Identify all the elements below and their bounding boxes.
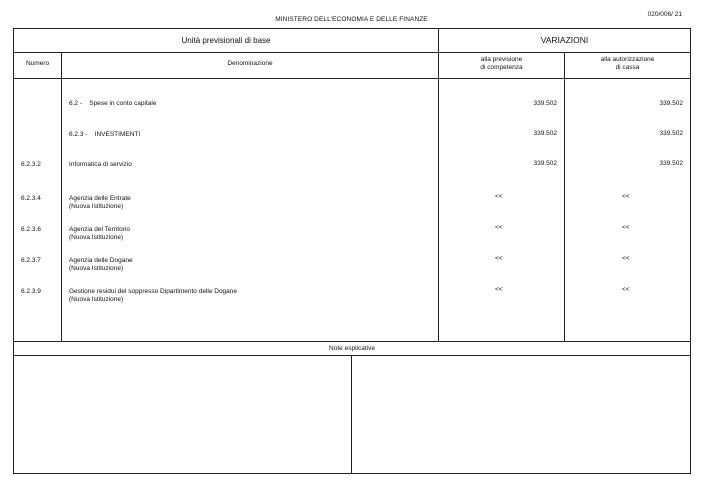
row-cassa: << bbox=[622, 255, 630, 262]
row-cassa: << bbox=[622, 286, 630, 293]
row-denominazione: INVESTIMENTI bbox=[94, 131, 141, 138]
row-cassa: 339.502 bbox=[659, 130, 683, 137]
row-denominazione: Agenzia delle Dogane bbox=[69, 257, 133, 264]
rule-body-end bbox=[14, 341, 690, 342]
col-header-cassa bbox=[565, 56, 690, 72]
row-cassa: << bbox=[622, 193, 630, 200]
row-competenza: << bbox=[495, 224, 503, 231]
group-header-upb: Unità previsionali di base bbox=[181, 36, 271, 45]
row-competenza: << bbox=[495, 193, 503, 200]
table-row bbox=[69, 195, 131, 211]
row-numero: 6.2.3.6 bbox=[21, 226, 41, 233]
col-header-denominazione: Denominazione bbox=[227, 60, 273, 67]
row-cassa: << bbox=[622, 224, 630, 231]
table-row bbox=[69, 131, 140, 139]
col-header-numero: Numero bbox=[25, 60, 50, 67]
row-numero: 6.2.3.9 bbox=[21, 288, 41, 295]
row-competenza: << bbox=[495, 286, 503, 293]
table-row bbox=[69, 288, 237, 304]
rule-col-numero bbox=[61, 52, 62, 341]
ministry-header: MINISTERO DELL'ECONOMIA E DELLE FINANZE bbox=[275, 16, 428, 23]
col-header-cassa-line1: alla autorizzazione bbox=[600, 56, 655, 63]
col-header-competenza-line1: alla previsione bbox=[480, 56, 523, 63]
row-sub: (Nuova Istituzione) bbox=[69, 203, 124, 210]
rule-col-cassa bbox=[564, 52, 565, 341]
row-numero: 6.2.3.7 bbox=[21, 257, 41, 264]
rule-notes-split bbox=[351, 355, 352, 473]
col-header-competenza bbox=[439, 56, 564, 72]
row-denominazione: Gestione residui del soppresso Dipartimento delle Dogane bbox=[69, 288, 238, 295]
row-sub: (Nuova Istituzione) bbox=[69, 296, 124, 303]
row-cassa: 339.502 bbox=[659, 100, 683, 107]
notes-title: Note esplicative bbox=[329, 345, 375, 352]
table-row bbox=[69, 100, 156, 108]
row-competenza: 339.502 bbox=[533, 160, 557, 167]
row-competenza: << bbox=[495, 255, 503, 262]
col-header-competenza-line2: di competenza bbox=[480, 64, 523, 71]
row-denominazione: Spese in conto capitale bbox=[89, 100, 157, 107]
row-sub: (Nuova Istituzione) bbox=[69, 234, 124, 241]
page-code: 020/006/ 21 bbox=[647, 11, 682, 18]
rule-col-left-group bbox=[438, 29, 439, 341]
row-prefix: 6.2 - bbox=[69, 100, 83, 107]
table-row bbox=[69, 226, 130, 242]
row-sub: (Nuova Istituzione) bbox=[69, 265, 124, 272]
row-cassa: 339.502 bbox=[659, 160, 683, 167]
row-numero: 6.2.3.2 bbox=[21, 161, 41, 168]
row-denominazione: Informatica di servizio bbox=[69, 161, 132, 168]
row-denominazione: Agenzia del Territorio bbox=[69, 226, 130, 233]
row-prefix: 6.2.3 - bbox=[69, 131, 88, 138]
rule-notes-title bbox=[14, 355, 690, 356]
rule-header-1 bbox=[14, 52, 690, 53]
row-denominazione: Agenzia delle Entrate bbox=[69, 195, 131, 202]
row-competenza: 339.502 bbox=[533, 100, 557, 107]
row-competenza: 339.502 bbox=[533, 130, 557, 137]
row-numero: 6.2.3.4 bbox=[21, 195, 41, 202]
rule-header-2 bbox=[14, 78, 690, 79]
group-header-variazioni: VARIAZIONI bbox=[540, 35, 589, 45]
table-frame bbox=[13, 28, 691, 474]
col-header-cassa-line2: di cassa bbox=[615, 64, 640, 71]
table-row bbox=[69, 257, 133, 273]
